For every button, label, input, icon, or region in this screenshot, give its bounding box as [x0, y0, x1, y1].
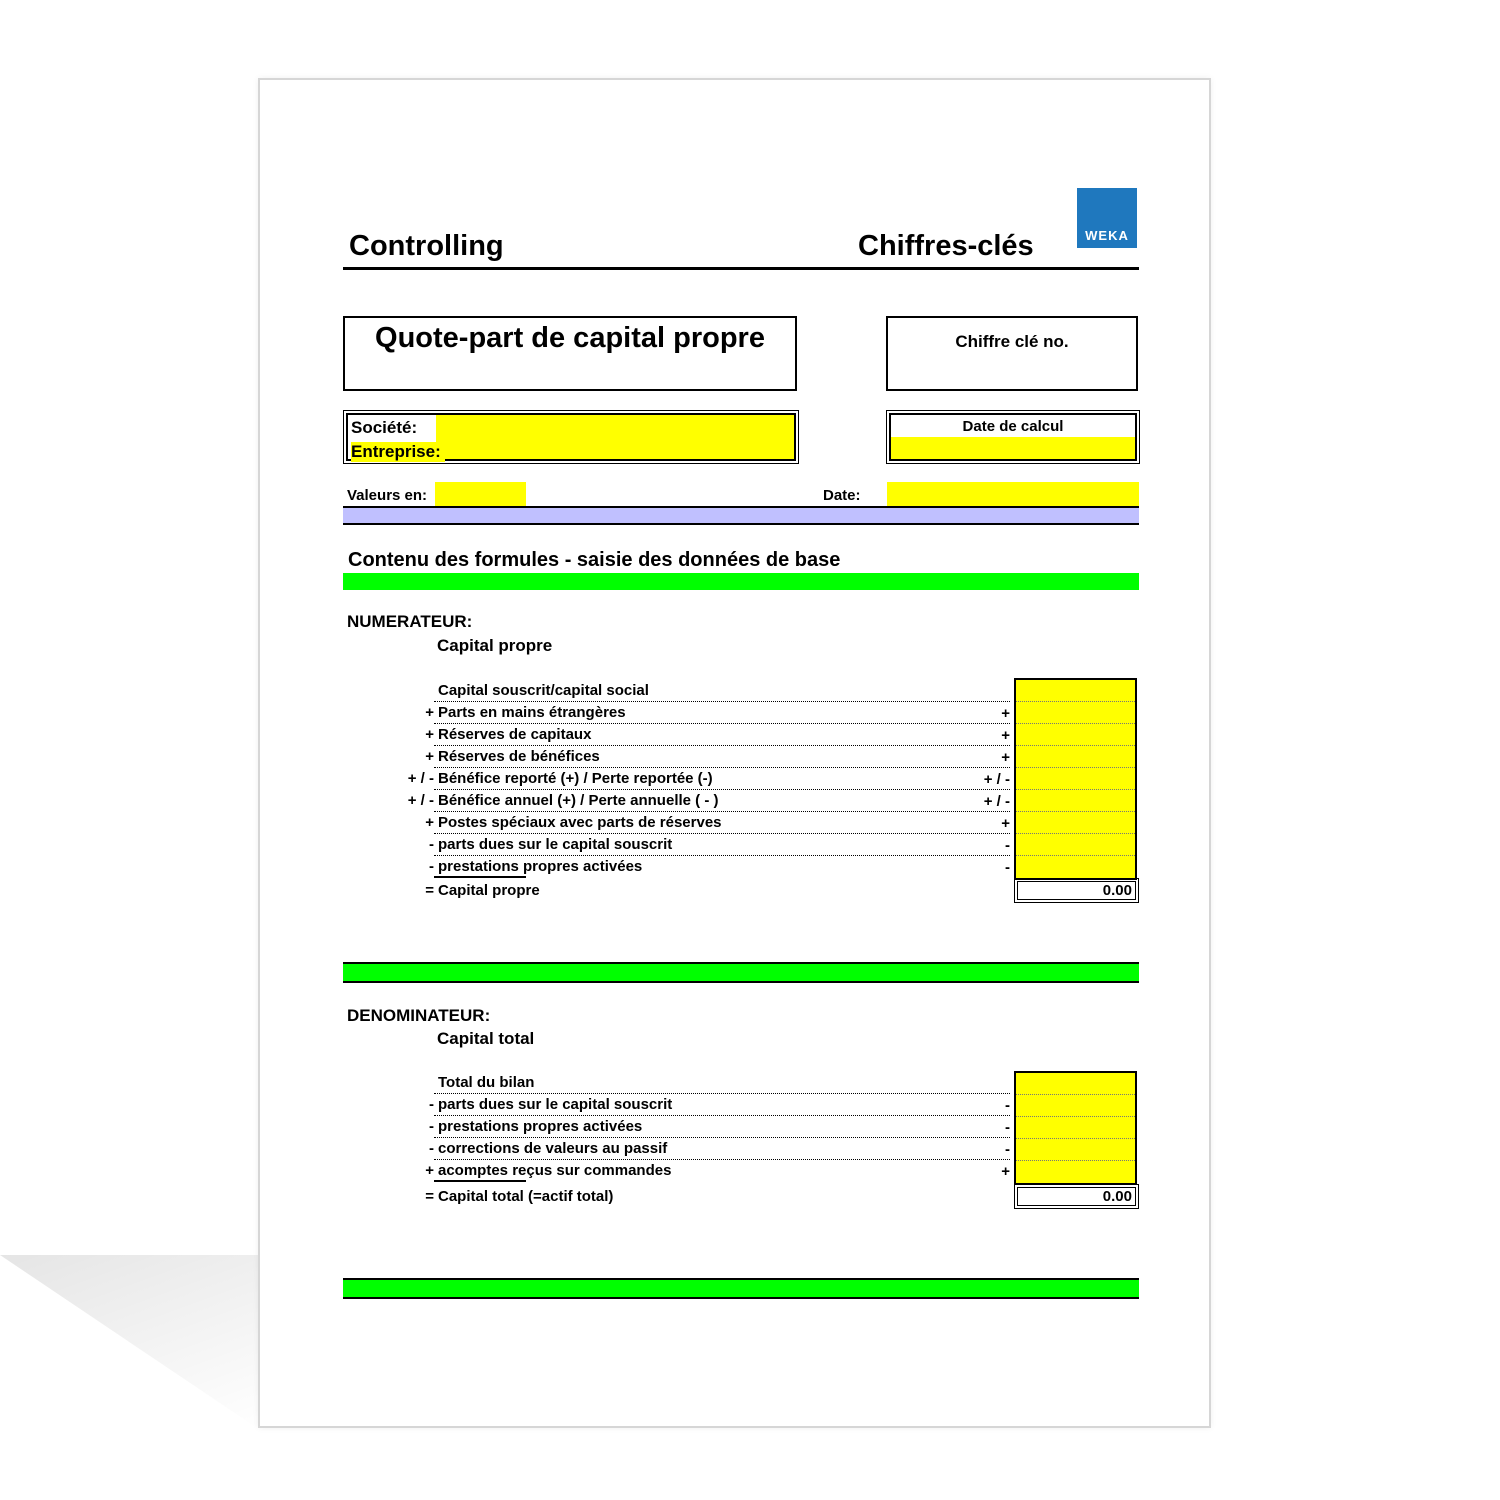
row-right-sign: +: [1001, 727, 1010, 744]
row-right-sign: -: [1005, 1097, 1010, 1114]
row-label: Bénéfice annuel (+) / Perte annuelle ( - ): [438, 792, 719, 809]
row-sign: +: [425, 814, 434, 831]
section-bar-bottom: [343, 1278, 1139, 1299]
calc-date-box: [886, 410, 1140, 464]
header-rule: [343, 267, 1139, 270]
row-label: parts dues sur le capital souscrit: [438, 836, 673, 853]
numerator-input-cell[interactable]: [1016, 834, 1135, 856]
row-right-sign: -: [1005, 1119, 1010, 1136]
row-sign: -: [429, 1140, 434, 1157]
row-right-sign: +: [1001, 749, 1010, 766]
header-right-title: Chiffres-clés: [858, 230, 1034, 262]
row-label: prestations propres activées: [438, 1118, 643, 1135]
table-row: [400, 812, 1010, 834]
row-sign: + / -: [407, 770, 434, 787]
row-right-sign: + / -: [983, 771, 1010, 788]
numerator-input-column: [1014, 678, 1137, 880]
date-label: Date:: [823, 487, 861, 504]
section-bar-middle: [343, 962, 1139, 983]
total-label: Capital propre: [438, 882, 540, 899]
row-label: Total du bilan: [438, 1074, 535, 1091]
numerator-input-cell[interactable]: [1016, 680, 1135, 702]
table-row: [400, 1116, 1010, 1138]
row-right-sign: -: [1005, 837, 1010, 854]
table-row: [400, 1160, 1010, 1182]
total-label: Capital total (=actif total): [438, 1188, 614, 1205]
denominator-input-cell[interactable]: [1016, 1117, 1135, 1139]
denominator-label: DENOMINATEUR:: [347, 1006, 491, 1025]
row-right-sign: +: [1001, 1163, 1010, 1180]
denominator-total-value-text: 0.00: [1017, 1187, 1136, 1206]
date-input[interactable]: [887, 482, 1139, 506]
row-label: Bénéfice reporté (+) / Perte reportée (-): [438, 770, 713, 787]
total-sign: =: [425, 882, 434, 899]
row-label: prestations propres activées: [438, 858, 643, 875]
row-right-sign: + / -: [983, 793, 1010, 810]
table-row: [400, 746, 1010, 768]
row-sign: -: [429, 858, 434, 875]
denominator-input-cell[interactable]: [1016, 1095, 1135, 1117]
numerator-total-value-text: 0.00: [1017, 881, 1136, 900]
logo-text: WEKA: [1085, 228, 1129, 243]
row-sign: +: [425, 704, 434, 721]
row-label: parts dues sur le capital souscrit: [438, 1096, 673, 1113]
row-label: Postes spéciaux avec parts de réserves: [438, 814, 722, 831]
table-row: [400, 1072, 1010, 1094]
document-page: [258, 78, 1211, 1428]
row-label: corrections de valeurs au passif: [438, 1140, 668, 1157]
numerator-input-cell[interactable]: [1016, 812, 1135, 834]
page-shadow: [0, 1255, 260, 1430]
valeurs-label: Valeurs en:: [347, 487, 428, 504]
table-row: [400, 1094, 1010, 1116]
numerator-input-cell[interactable]: [1016, 746, 1135, 768]
row-right-sign: -: [1005, 859, 1010, 876]
table-row: [400, 702, 1010, 724]
kpi-number-box: Chiffre clé no.: [886, 316, 1138, 391]
numerator-label: NUMERATEUR:: [347, 612, 473, 631]
denominator-input-column: [1014, 1071, 1137, 1185]
societe-label: Société:: [351, 418, 418, 437]
company-box: [343, 410, 799, 464]
row-label: Réserves de capitaux: [438, 726, 592, 743]
company-input[interactable]: [436, 415, 794, 459]
meta-divider-bar: [343, 506, 1139, 525]
row-sign: -: [429, 1118, 434, 1135]
row-label: acomptes reçus sur commandes: [438, 1162, 672, 1179]
table-row: [400, 856, 1010, 878]
calc-date-input[interactable]: [891, 437, 1135, 459]
table-row: [400, 724, 1010, 746]
denominator-input-cell[interactable]: [1016, 1161, 1135, 1183]
row-sign: -: [429, 1096, 434, 1113]
row-right-sign: +: [1001, 815, 1010, 832]
row-sign: + / -: [407, 792, 434, 809]
total-sign: =: [425, 1188, 434, 1205]
calc-date-label: Date de calcul: [962, 418, 1064, 435]
table-row: [400, 790, 1010, 812]
numerator-total-value: [1014, 878, 1139, 903]
numerator-input-cell[interactable]: [1016, 768, 1135, 790]
valeurs-input[interactable]: [435, 482, 526, 506]
header-left-title: Controlling: [349, 230, 504, 262]
table-row: [400, 834, 1010, 856]
entreprise-label: Entreprise:: [351, 442, 445, 462]
document-title-box: Quote-part de capital propre: [343, 316, 797, 391]
row-label: Capital souscrit/capital social: [438, 682, 649, 699]
section-bar-top: [343, 573, 1139, 590]
denominator-total-value: [1014, 1184, 1139, 1209]
numerator-input-cell[interactable]: [1016, 724, 1135, 746]
weka-logo-icon: [1077, 188, 1137, 248]
numerator-input-cell[interactable]: [1016, 790, 1135, 812]
denominator-subtitle: Capital total: [437, 1029, 535, 1048]
numerator-subtitle: Capital propre: [437, 636, 553, 655]
numerator-input-cell[interactable]: [1016, 702, 1135, 724]
denominator-input-cell[interactable]: [1016, 1073, 1135, 1095]
denominator-input-cell[interactable]: [1016, 1139, 1135, 1161]
row-sign: +: [425, 748, 434, 765]
row-right-sign: -: [1005, 1141, 1010, 1158]
row-right-sign: +: [1001, 705, 1010, 722]
table-row: [400, 768, 1010, 790]
row-label: Parts en mains étrangères: [438, 704, 626, 721]
row-sign: +: [425, 1162, 434, 1179]
table-row: [400, 680, 1010, 702]
row-sign: -: [429, 836, 434, 853]
row-sign: +: [425, 726, 434, 743]
table-row: [400, 1138, 1010, 1160]
row-label: Réserves de bénéfices: [438, 748, 600, 765]
section-title: Contenu des formules - saisie des données de base: [348, 549, 841, 571]
numerator-input-cell[interactable]: [1016, 856, 1135, 878]
